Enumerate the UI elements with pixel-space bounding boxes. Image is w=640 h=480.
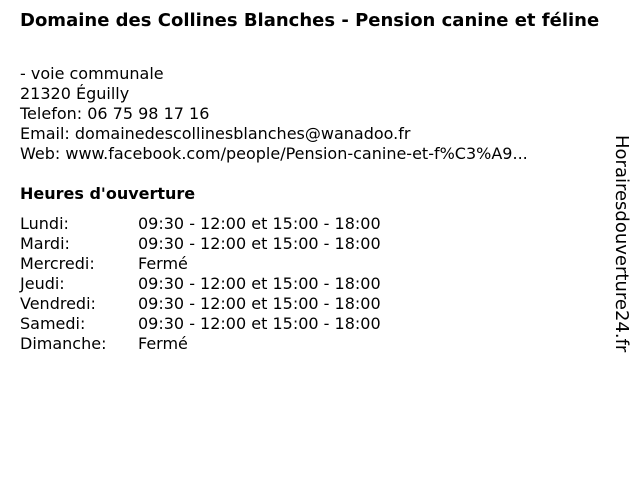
- opening-hours-table: [20, 214, 381, 354]
- day-label: Vendredi:: [20, 294, 96, 313]
- address-block: [20, 64, 528, 164]
- address-city: 21320 Éguilly: [20, 84, 130, 103]
- hours-row-sunday: [20, 334, 381, 354]
- day-hours: Fermé: [138, 334, 188, 353]
- opening-hours-heading: Heures d'ouverture: [20, 184, 196, 203]
- hours-row-wednesday: [20, 254, 381, 274]
- business-title: Domaine des Collines Blanches - Pension canine et féline: [20, 10, 600, 31]
- site-brand-vertical: Horairesdouverture24.fr: [611, 135, 632, 353]
- hours-row-thursday: [20, 274, 381, 294]
- hours-row-monday: [20, 214, 381, 234]
- email-address: Email: domainedescollinesblanches@wanadoo.fr: [20, 124, 411, 143]
- day-hours: 09:30 - 12:00 et 15:00 - 18:00: [138, 274, 381, 293]
- day-hours: Fermé: [138, 254, 188, 273]
- day-label: Mercredi:: [20, 254, 95, 273]
- phone-number: Telefon: 06 75 98 17 16: [20, 104, 210, 123]
- web-link: Web: www.facebook.com/people/Pension-canine-et-f%C3%A9...: [20, 144, 528, 163]
- day-hours: 09:30 - 12:00 et 15:00 - 18:00: [138, 234, 381, 253]
- day-label: Jeudi:: [20, 274, 65, 293]
- hours-row-friday: [20, 294, 381, 314]
- day-label: Dimanche:: [20, 334, 107, 353]
- day-hours: 09:30 - 12:00 et 15:00 - 18:00: [138, 294, 381, 313]
- day-label: Lundi:: [20, 214, 69, 233]
- day-label: Mardi:: [20, 234, 70, 253]
- hours-row-saturday: [20, 314, 381, 334]
- day-hours: 09:30 - 12:00 et 15:00 - 18:00: [138, 214, 381, 233]
- day-hours: 09:30 - 12:00 et 15:00 - 18:00: [138, 314, 381, 333]
- day-label: Samedi:: [20, 314, 86, 333]
- address-street: - voie communale: [20, 64, 164, 83]
- hours-row-tuesday: [20, 234, 381, 254]
